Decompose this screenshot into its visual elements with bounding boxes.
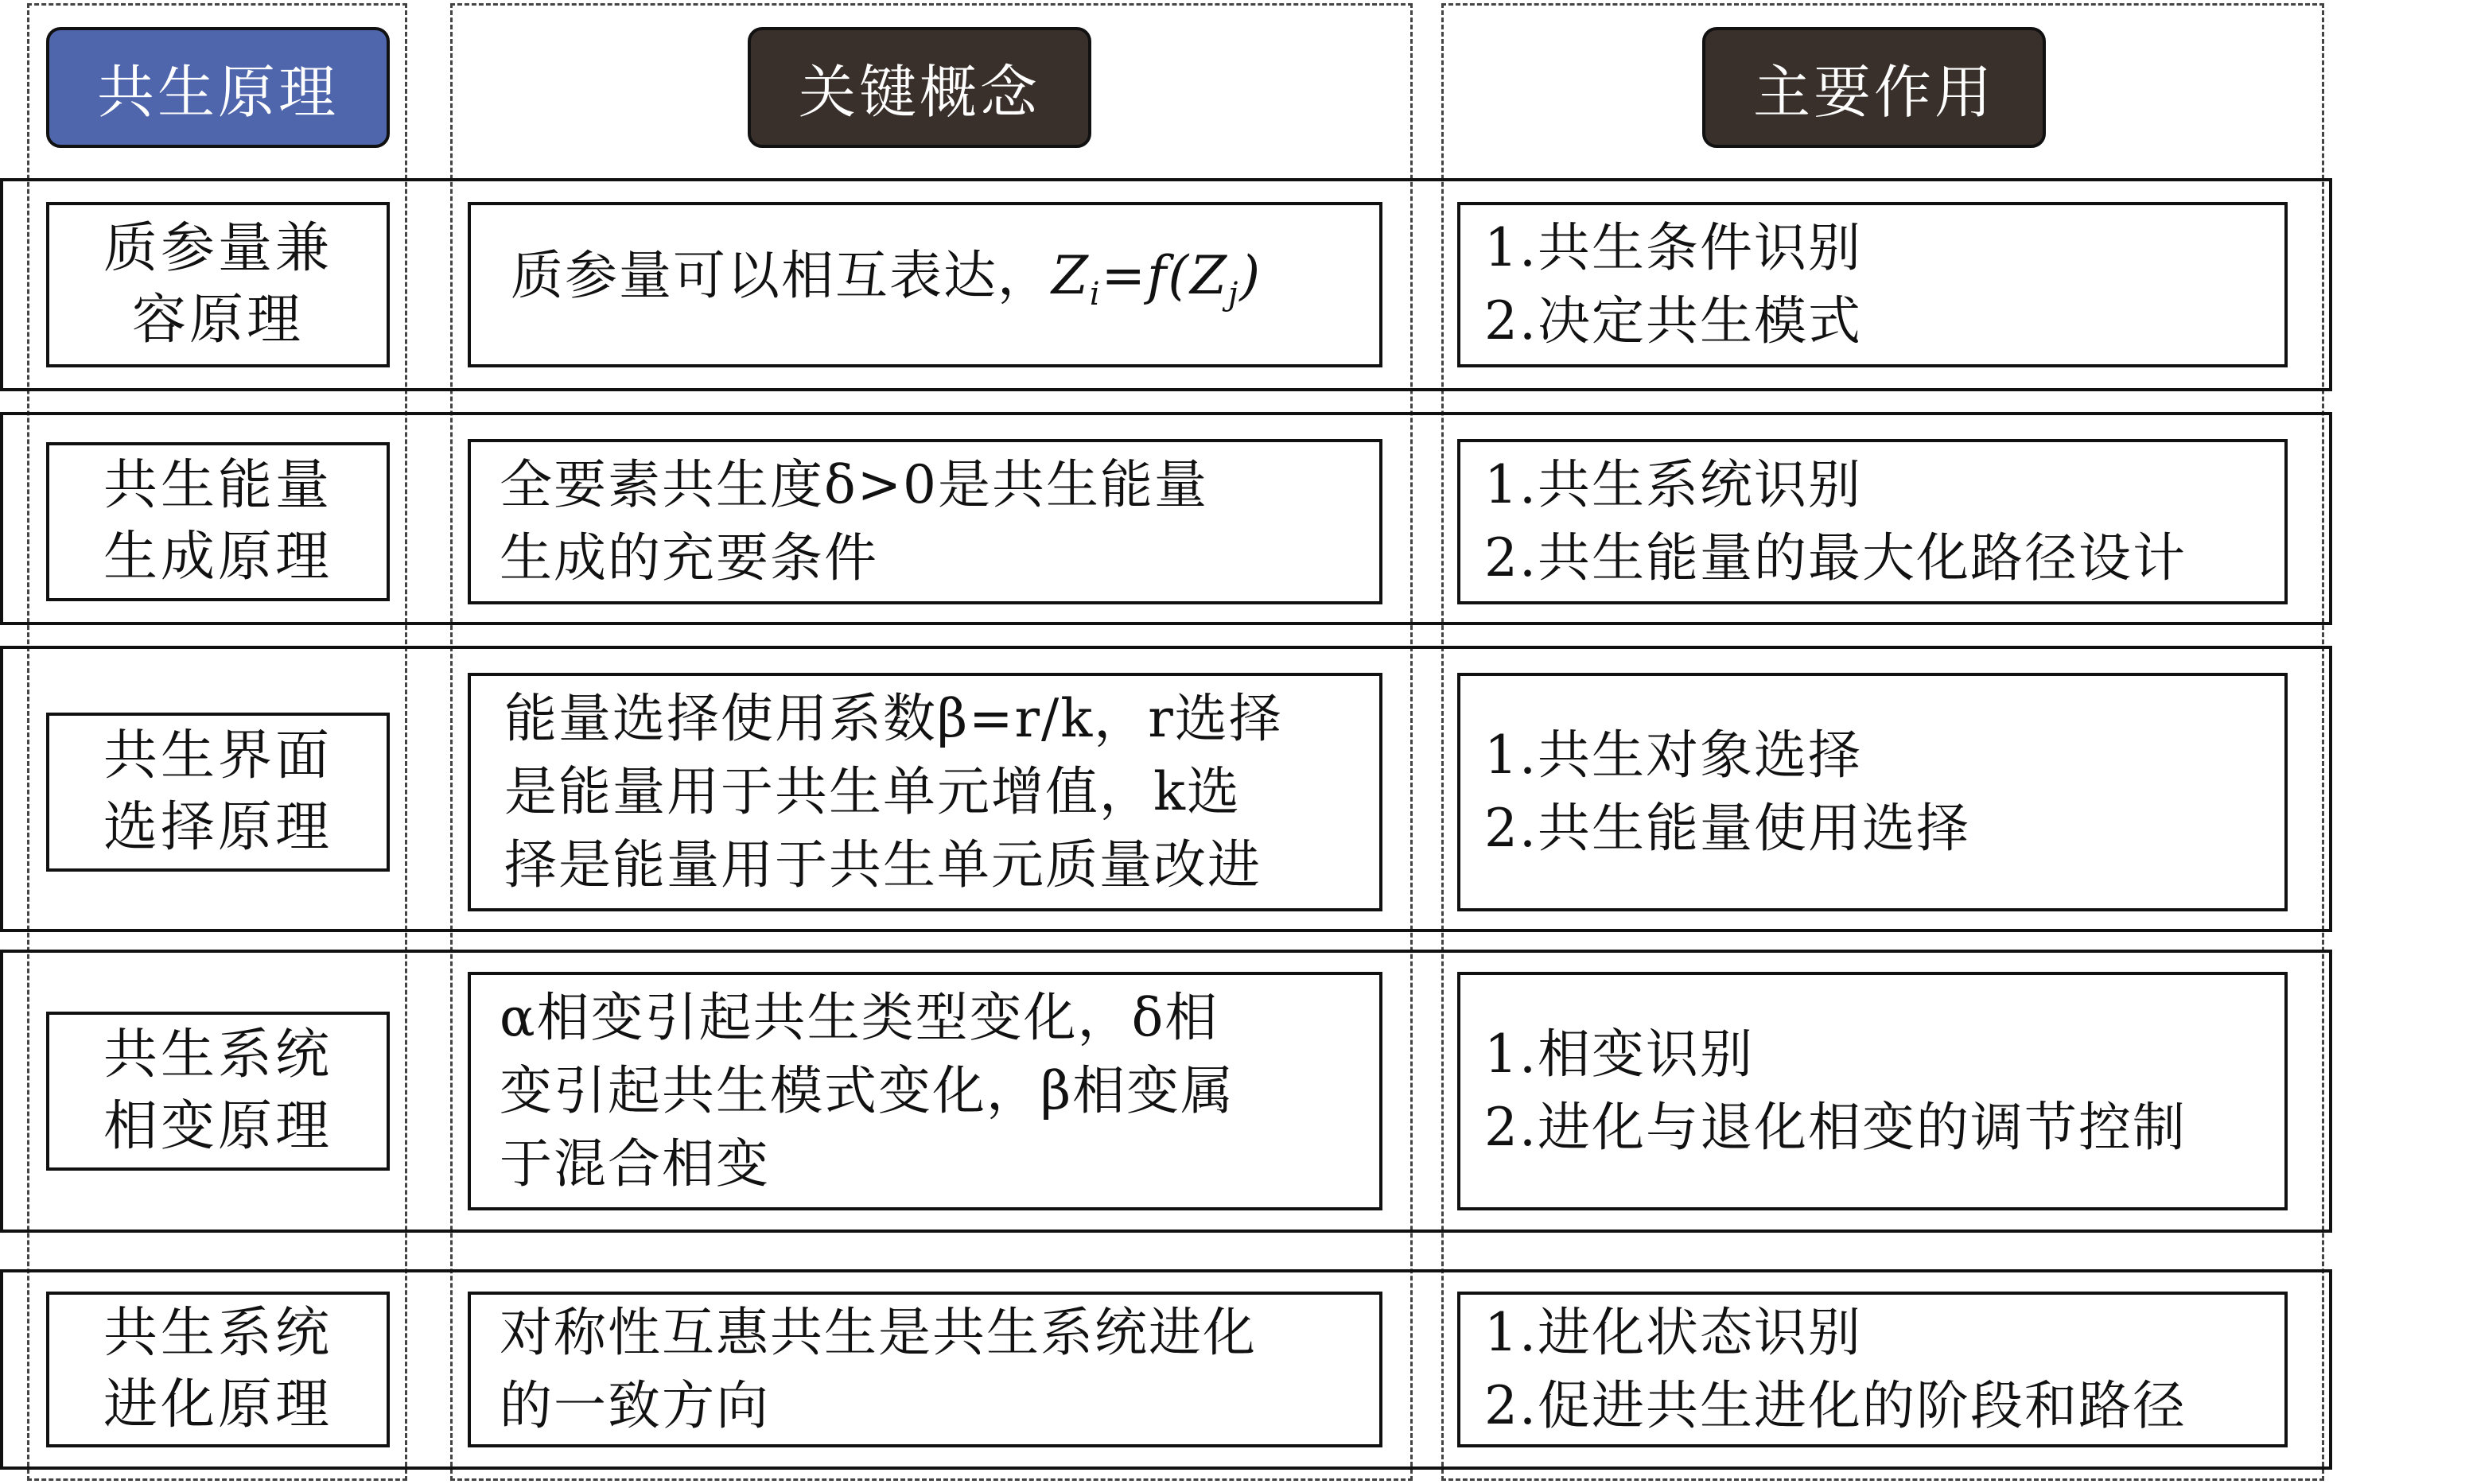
principle-cell-3 bbox=[46, 713, 390, 872]
role-line: 1.共生系统识别 bbox=[1484, 454, 1862, 515]
principle-line: 共生系统 bbox=[103, 1024, 332, 1086]
principle-cell-4 bbox=[46, 1012, 390, 1171]
principle-line: 相变原理 bbox=[103, 1095, 332, 1158]
concept-cell-1 bbox=[468, 202, 1382, 367]
concept-cell-3 bbox=[468, 673, 1382, 911]
role-cell-4 bbox=[1457, 972, 2288, 1210]
principle-cell-5 bbox=[46, 1292, 390, 1447]
header-role: 主要作用 bbox=[1702, 27, 2046, 148]
concept-line: 对称性互惠共生是共生系统进化 bbox=[500, 1302, 1257, 1363]
concept-cell-4 bbox=[468, 972, 1382, 1210]
concept-line: 全要素共生度δ>0是共生能量 bbox=[500, 454, 1209, 515]
principle-line: 共生系统 bbox=[103, 1302, 332, 1365]
role-line: 2.共生能量的最大化路径设计 bbox=[1484, 527, 2187, 589]
principle-line: 选择原理 bbox=[103, 796, 332, 859]
role-cell-2 bbox=[1457, 439, 2288, 604]
role-cell-3 bbox=[1457, 673, 2288, 911]
role-line: 1.相变识别 bbox=[1484, 1024, 1754, 1085]
role-line: 2.促进共生进化的阶段和路径 bbox=[1484, 1375, 2187, 1436]
concept-text: 质参量可以相互表达， bbox=[511, 244, 1052, 306]
role-line: 1.共生条件识别 bbox=[1484, 217, 1862, 278]
concept-line: 是能量用于共生单元增值，k选 bbox=[504, 761, 1241, 822]
principle-line: 生成原理 bbox=[103, 526, 332, 589]
principle-line: 共生界面 bbox=[103, 725, 332, 787]
concept-line: 的一致方向 bbox=[500, 1375, 770, 1436]
concept-cell-5 bbox=[468, 1292, 1382, 1447]
concept-cell-2 bbox=[468, 439, 1382, 604]
principle-cell-2 bbox=[46, 442, 390, 601]
concept-line: 变引起共生模式变化，β相变属 bbox=[500, 1060, 1235, 1121]
principle-line: 容原理 bbox=[131, 289, 304, 352]
principle-line: 进化原理 bbox=[103, 1373, 332, 1436]
concept-line bbox=[511, 239, 1379, 331]
principle-line: 共生能量 bbox=[103, 454, 332, 517]
concept-line: 能量选择使用系数β=r/k，r选择 bbox=[504, 688, 1283, 749]
concept-formula: $Z_i=f(Z_j)$ bbox=[1052, 244, 1262, 313]
header-principle: 共生原理 bbox=[46, 27, 390, 148]
concept-line: α相变引起共生类型变化，δ相 bbox=[500, 987, 1219, 1048]
header-concept: 关键概念 bbox=[748, 27, 1091, 148]
role-line: 2.共生能量使用选择 bbox=[1484, 798, 1970, 859]
concept-line: 于混合相变 bbox=[500, 1133, 770, 1195]
concept-line: 生成的充要条件 bbox=[500, 527, 878, 589]
role-line: 1.共生对象选择 bbox=[1484, 725, 1862, 786]
role-line: 2.进化与退化相变的调节控制 bbox=[1484, 1097, 2187, 1158]
principle-line: 质参量兼 bbox=[103, 217, 332, 280]
role-cell-1 bbox=[1457, 202, 2288, 367]
principle-cell-1 bbox=[46, 202, 390, 367]
role-line: 1.进化状态识别 bbox=[1484, 1302, 1862, 1363]
role-line: 2.决定共生模式 bbox=[1484, 290, 1862, 352]
concept-line: 择是能量用于共生单元质量改进 bbox=[504, 834, 1262, 895]
role-cell-5 bbox=[1457, 1292, 2288, 1447]
